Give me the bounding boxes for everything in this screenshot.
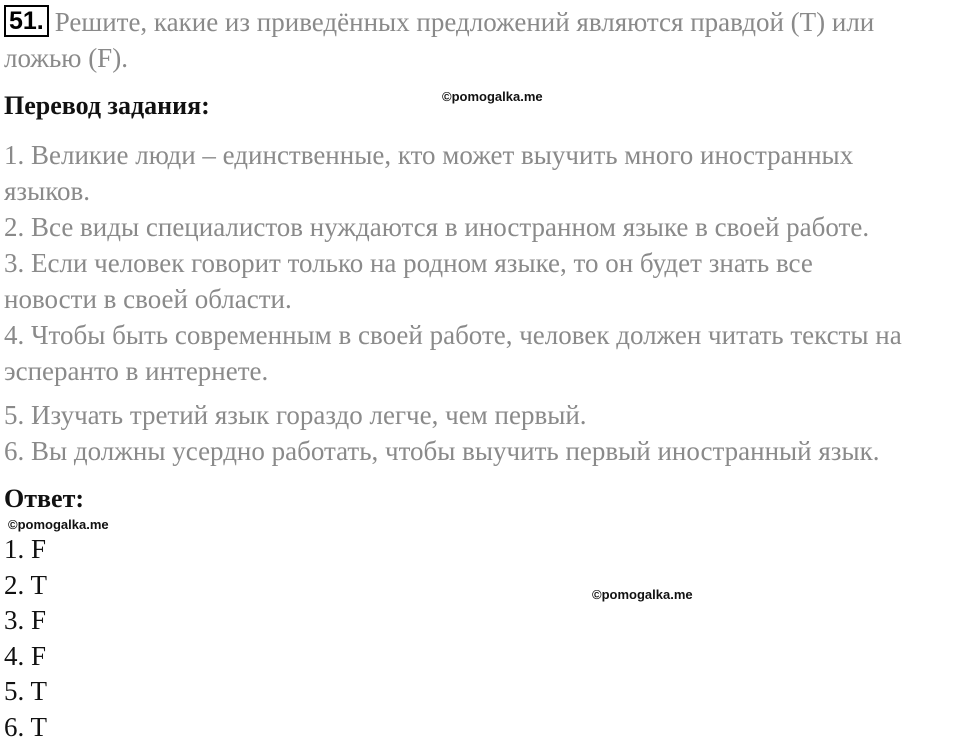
answer-item: 3. F <box>4 605 47 636</box>
task-number: 51. <box>4 5 49 37</box>
translation-line: 6. Вы должны усердно работать, чтобы выучить первый иностранный язык. <box>4 436 880 466</box>
answer-item: 6. T <box>4 711 48 742</box>
translation-line: 2. Все виды специалистов нуждаются в иностранном языке в своей работе. <box>4 212 870 242</box>
translation-line: эсперанто в интернете. <box>4 356 269 386</box>
translation-line: 3. Если человек говорит только на родном языке, то он будет знать все <box>4 248 813 278</box>
translation-block-b <box>4 397 879 469</box>
watermark-right: ©pomogalka.me <box>592 587 693 602</box>
task-text-line1: Решите, какие из приведённых предложений являются правдой (T) или <box>54 7 875 37</box>
translation-line: языков. <box>4 176 90 206</box>
task-statement-line1 <box>4 4 874 40</box>
answer-item: 2. T <box>4 569 48 600</box>
watermark-top: ©pomogalka.me <box>442 89 543 104</box>
translation-heading: Перевод задания: <box>4 91 210 120</box>
answer-heading: Ответ: <box>4 484 85 513</box>
translation-line: 5. Изучать третий язык гораздо легче, чем первый. <box>4 400 587 430</box>
watermark-answer: ©pomogalka.me <box>8 517 109 532</box>
answer-item: 1. F <box>4 534 47 564</box>
translation-line: 4. Чтобы быть современным в своей работе, человек должен читать тексты на <box>4 320 902 350</box>
translation-line: новости в своей области. <box>4 284 292 314</box>
task-text-line2: ложью (F). <box>4 43 128 73</box>
translation-line: 1. Великие люди – единственные, кто может выучить много иностранных <box>4 140 854 170</box>
answer-list <box>4 532 47 746</box>
answer-item: 4. F <box>4 640 47 671</box>
translation-block-a <box>4 137 902 389</box>
answer-item: 5. T <box>4 676 48 707</box>
